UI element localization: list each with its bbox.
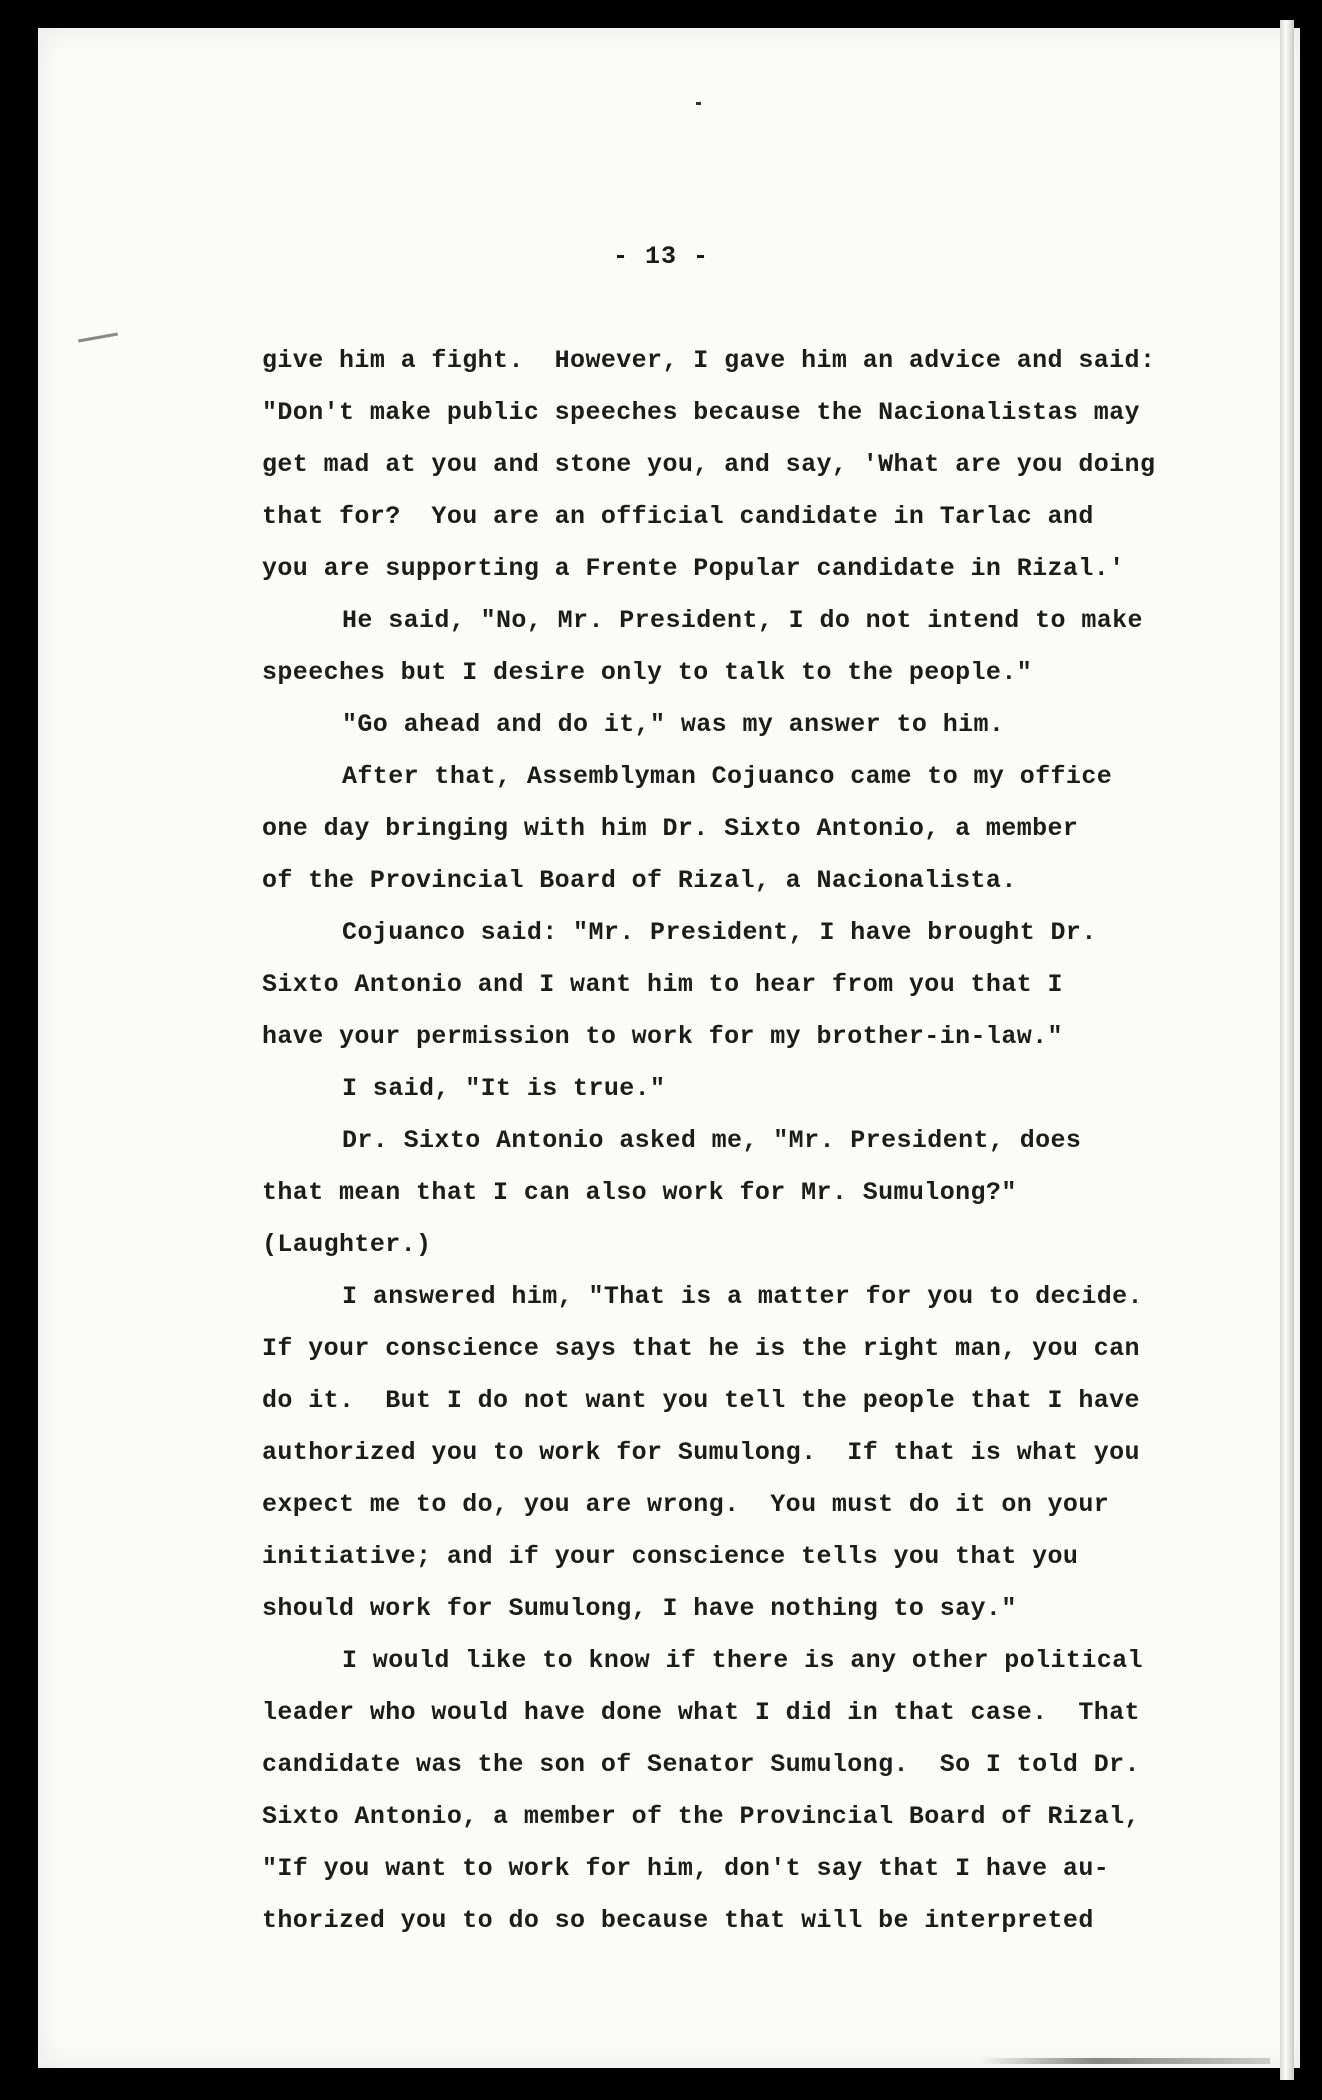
text-line: do it. But I do not want you tell the people that I have xyxy=(262,1386,1140,1415)
text-line: that mean that I can also work for Mr. Sumulong?" xyxy=(262,1178,1017,1207)
text-line: I said, "It is true." xyxy=(342,1074,666,1103)
text-line: speeches but I desire only to talk to the people." xyxy=(262,658,1033,687)
stray-dot-mark xyxy=(696,102,701,105)
text-line: I would like to know if there is any other political xyxy=(342,1646,1143,1675)
text-line: of the Provincial Board of Rizal, a Nacionalista. xyxy=(262,866,1017,895)
text-line: If your conscience says that he is the right man, you can xyxy=(262,1334,1140,1363)
text-line: Dr. Sixto Antonio asked me, "Mr. President, does xyxy=(342,1126,1082,1155)
text-line: thorized you to do so because that will be interpreted xyxy=(262,1906,1094,1935)
text-line: you are supporting a Frente Popular candidate in Rizal.' xyxy=(262,554,1125,583)
text-line: that for? You are an official candidate in Tarlac and xyxy=(262,502,1094,531)
page-number: - 13 - xyxy=(612,242,709,271)
text-line: (Laughter.) xyxy=(262,1230,432,1259)
text-line: Cojuanco said: "Mr. President, I have brought Dr. xyxy=(342,918,1097,947)
text-line: "Go ahead and do it," was my answer to him. xyxy=(342,710,1005,739)
text-line: He said, "No, Mr. President, I do not intend to make xyxy=(342,606,1143,635)
text-line: expect me to do, you are wrong. You must do it on your xyxy=(262,1490,1110,1519)
text-line: get mad at you and stone you, and say, 'What are you doing xyxy=(262,450,1156,479)
text-line: one day bringing with him Dr. Sixto Antonio, a member xyxy=(262,814,1079,843)
typed-transcript-body xyxy=(262,345,1262,1957)
text-line: have your permission to work for my brother-in-law." xyxy=(262,1022,1063,1051)
text-line: Sixto Antonio and I want him to hear from you that I xyxy=(262,970,1063,999)
text-line: give him a fight. However, I gave him an advice and said: xyxy=(262,346,1156,375)
text-line: I answered him, "That is a matter for you to decide. xyxy=(342,1282,1143,1311)
text-line: Sixto Antonio, a member of the Provincial Board of Rizal, xyxy=(262,1802,1140,1831)
text-line: initiative; and if your conscience tells you that you xyxy=(262,1542,1079,1571)
text-line: "Don't make public speeches because the Nacionalistas may xyxy=(262,398,1140,427)
text-line: "If you want to work for him, don't say that I have au- xyxy=(262,1854,1110,1883)
page-edge-shadow xyxy=(1280,20,1294,2080)
bottom-smudge-mark xyxy=(980,2058,1270,2064)
text-line: authorized you to work for Sumulong. If that is what you xyxy=(262,1438,1140,1467)
text-line: leader who would have done what I did in that case. That xyxy=(262,1698,1140,1727)
text-line: candidate was the son of Senator Sumulong. So I told Dr. xyxy=(262,1750,1140,1779)
text-line: should work for Sumulong, I have nothing to say." xyxy=(262,1594,1017,1623)
text-line: After that, Assemblyman Cojuanco came to my office xyxy=(342,762,1113,791)
